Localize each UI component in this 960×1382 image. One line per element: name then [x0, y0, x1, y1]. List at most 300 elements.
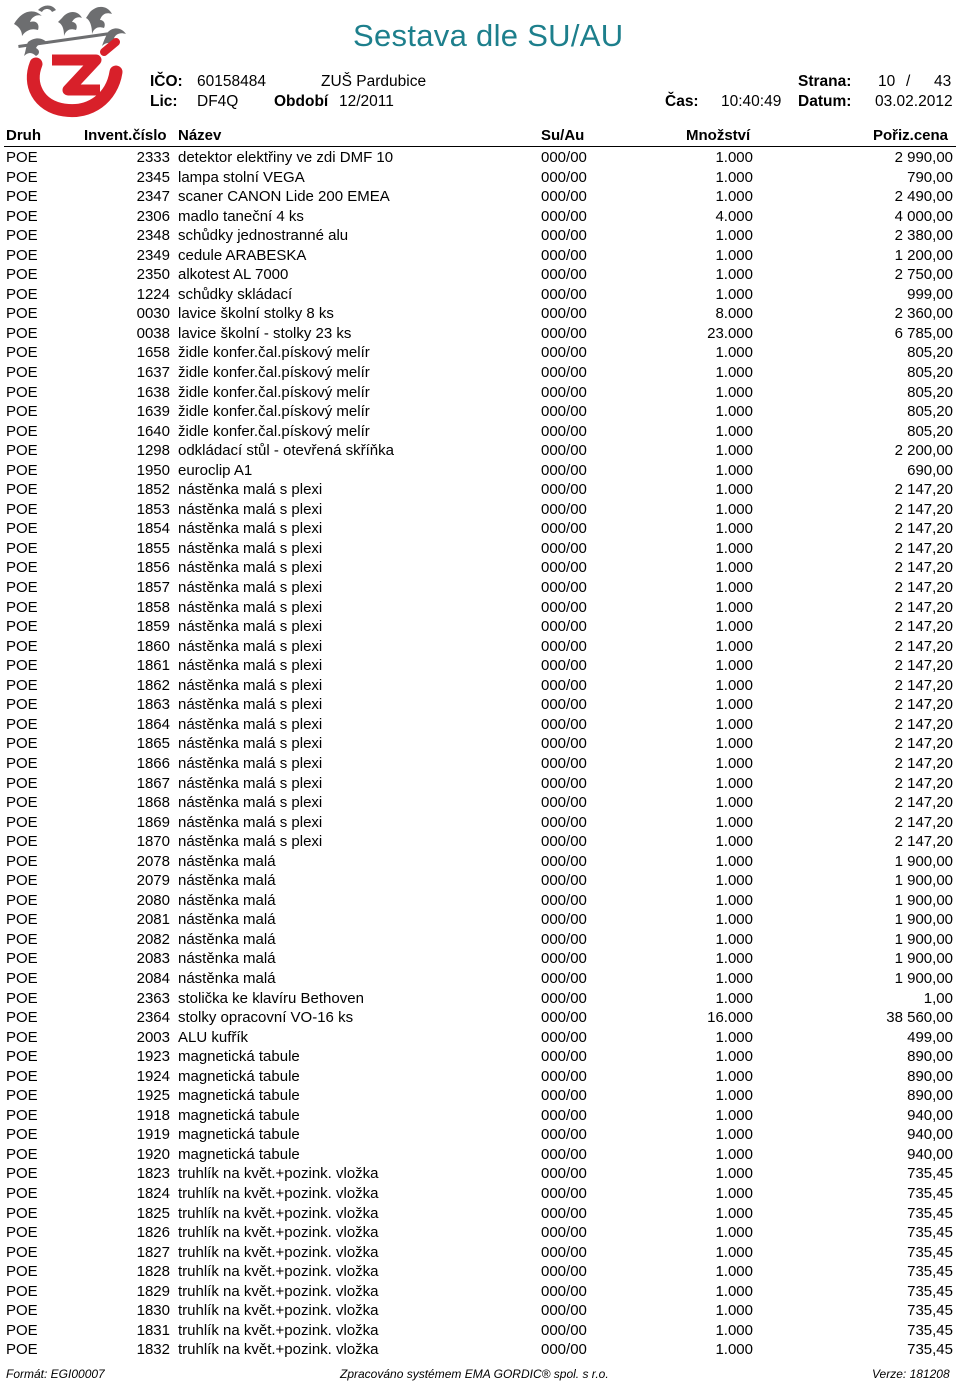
cell-nazev: nástěnka malá s plexi [178, 696, 323, 714]
cell-su-au: 000/00 [541, 364, 587, 382]
cell-mnozstvi: 1.000 [715, 637, 753, 655]
cell-nazev: truhlík na květ.+pozink. vložka [178, 1302, 379, 1320]
cell-mnozstvi: 1.000 [715, 676, 753, 694]
cell-druh: POE [6, 1145, 38, 1163]
cell-druh: POE [6, 1009, 38, 1027]
table-row [0, 793, 960, 813]
cell-cena: 735,45 [907, 1224, 953, 1242]
table-row [0, 656, 960, 676]
cell-su-au: 000/00 [541, 852, 587, 870]
cell-mnozstvi: 1.000 [715, 500, 753, 518]
cell-nazev: stolička ke klavíru Bethoven [178, 989, 364, 1007]
cell-cena: 2 750,00 [894, 266, 953, 284]
cell-druh: POE [6, 1087, 38, 1105]
cell-nazev: cedule ARABESKA [178, 246, 307, 264]
cell-nazev: židle konfer.čal.pískový melír [178, 422, 370, 440]
cell-druh: POE [6, 872, 38, 890]
cell-cena: 1 200,00 [894, 246, 953, 264]
cell-su-au: 000/00 [541, 481, 587, 499]
cell-druh: POE [6, 1321, 38, 1339]
cell-druh: POE [6, 637, 38, 655]
cell-mnozstvi: 1.000 [715, 950, 753, 968]
cell-su-au: 000/00 [541, 520, 587, 538]
cell-druh: POE [6, 422, 38, 440]
cell-invent: 1828 [136, 1263, 170, 1281]
cell-druh: POE [6, 676, 38, 694]
cell-cena: 1,00 [923, 989, 953, 1007]
table-row [0, 1262, 960, 1282]
table-row [0, 930, 960, 950]
cell-invent: 1863 [136, 696, 170, 714]
cell-su-au: 000/00 [541, 1243, 587, 1261]
cell-invent: 1827 [136, 1243, 170, 1261]
cell-druh: POE [6, 774, 38, 792]
cell-mnozstvi: 1.000 [715, 1321, 753, 1339]
cell-druh: POE [6, 1341, 38, 1359]
cell-mnozstvi: 1.000 [715, 266, 753, 284]
table-row [0, 519, 960, 539]
table-row [0, 754, 960, 774]
cell-su-au: 000/00 [541, 813, 587, 831]
cell-invent: 1640 [136, 422, 170, 440]
table-row [0, 1340, 960, 1360]
cell-mnozstvi: 1.000 [715, 285, 753, 303]
cell-nazev: truhlík na květ.+pozink. vložka [178, 1224, 379, 1242]
cell-su-au: 000/00 [541, 598, 587, 616]
cell-invent: 1918 [136, 1106, 170, 1124]
cell-invent: 1638 [136, 383, 170, 401]
cell-druh: POE [6, 324, 38, 342]
cell-invent: 1832 [136, 1341, 170, 1359]
cell-nazev: nástěnka malá s plexi [178, 637, 323, 655]
cell-su-au: 000/00 [541, 754, 587, 772]
cell-nazev: scaner CANON Lide 200 EMEA [178, 188, 390, 206]
table-row [0, 402, 960, 422]
cell-invent: 1854 [136, 520, 170, 538]
cell-cena: 805,20 [907, 344, 953, 362]
cell-nazev: nástěnka malá s plexi [178, 794, 323, 812]
cell-mnozstvi: 1.000 [715, 1126, 753, 1144]
cell-su-au: 000/00 [541, 676, 587, 694]
cell-invent: 2345 [136, 168, 170, 186]
cell-su-au: 000/00 [541, 1165, 587, 1183]
col-druh: Druh [6, 127, 41, 144]
table-row [0, 285, 960, 305]
cell-mnozstvi: 1.000 [715, 774, 753, 792]
cell-cena: 2 147,20 [894, 813, 953, 831]
cell-invent: 1825 [136, 1204, 170, 1222]
cell-druh: POE [6, 579, 38, 597]
cell-druh: POE [6, 481, 38, 499]
cell-invent: 1298 [136, 442, 170, 460]
cell-invent: 1826 [136, 1224, 170, 1242]
cell-invent: 1923 [136, 1048, 170, 1066]
cell-invent: 1868 [136, 794, 170, 812]
cell-invent: 2347 [136, 188, 170, 206]
cell-su-au: 000/00 [541, 1321, 587, 1339]
table-row [0, 578, 960, 598]
cell-invent: 1869 [136, 813, 170, 831]
cell-su-au: 000/00 [541, 383, 587, 401]
cell-cena: 2 147,20 [894, 696, 953, 714]
cell-su-au: 000/00 [541, 422, 587, 440]
cell-nazev: nástěnka malá s plexi [178, 618, 323, 636]
table-row [0, 226, 960, 246]
cell-cena: 735,45 [907, 1263, 953, 1281]
cell-cena: 2 147,20 [894, 539, 953, 557]
cell-mnozstvi: 1.000 [715, 1224, 753, 1242]
cell-invent: 1865 [136, 735, 170, 753]
cell-nazev: alkotest AL 7000 [178, 266, 289, 284]
cell-cena: 38 560,00 [886, 1009, 953, 1027]
cell-invent: 2078 [136, 852, 170, 870]
cell-nazev: nástěnka malá [178, 969, 276, 987]
cell-druh: POE [6, 246, 38, 264]
cell-mnozstvi: 1.000 [715, 930, 753, 948]
cell-cena: 1 900,00 [894, 891, 953, 909]
cell-mnozstvi: 1.000 [715, 246, 753, 264]
cell-su-au: 000/00 [541, 989, 587, 1007]
table-row [0, 1008, 960, 1028]
cell-nazev: ALU kufřík [178, 1028, 249, 1046]
table-row [0, 246, 960, 266]
table-row [0, 422, 960, 442]
cell-invent: 1950 [136, 461, 170, 479]
table-row [0, 1301, 960, 1321]
cell-su-au: 000/00 [541, 794, 587, 812]
table-row [0, 949, 960, 969]
cell-invent: 2306 [136, 207, 170, 225]
cell-su-au: 000/00 [541, 774, 587, 792]
cell-druh: POE [6, 305, 38, 323]
cell-nazev: nástěnka malá s plexi [178, 520, 323, 538]
cell-invent: 2081 [136, 911, 170, 929]
cell-druh: POE [6, 754, 38, 772]
cell-druh: POE [6, 813, 38, 831]
cell-mnozstvi: 1.000 [715, 989, 753, 1007]
cell-nazev: nástěnka malá s plexi [178, 735, 323, 753]
cell-druh: POE [6, 1126, 38, 1144]
cell-nazev: truhlík na květ.+pozink. vložka [178, 1184, 379, 1202]
cell-nazev: detektor elektřiny ve zdi DMF 10 [178, 149, 394, 166]
cell-nazev: truhlík na květ.+pozink. vložka [178, 1204, 379, 1222]
table-row [0, 1106, 960, 1126]
cell-su-au: 000/00 [541, 188, 587, 206]
table-row [0, 813, 960, 833]
cell-druh: POE [6, 559, 38, 577]
cell-nazev: nástěnka malá s plexi [178, 657, 323, 675]
cell-cena: 805,20 [907, 383, 953, 401]
table-row [0, 774, 960, 794]
cell-cena: 2 147,20 [894, 735, 953, 753]
cell-nazev: truhlík na květ.+pozink. vložka [178, 1165, 379, 1183]
cell-cena: 999,00 [907, 285, 953, 303]
table-row [0, 1184, 960, 1204]
cell-druh: POE [6, 344, 38, 362]
cell-druh: POE [6, 149, 38, 166]
cell-cena: 735,45 [907, 1302, 953, 1320]
cell-druh: POE [6, 833, 38, 851]
cell-su-au: 000/00 [541, 950, 587, 968]
cell-druh: POE [6, 383, 38, 401]
cell-druh: POE [6, 285, 38, 303]
cell-druh: POE [6, 1224, 38, 1242]
cell-druh: POE [6, 168, 38, 186]
cell-nazev: magnetická tabule [178, 1126, 300, 1144]
strana-separator: / [906, 73, 911, 90]
cell-cena: 940,00 [907, 1106, 953, 1124]
cell-druh: POE [6, 715, 38, 733]
cell-invent: 2349 [136, 246, 170, 264]
cell-invent: 1658 [136, 344, 170, 362]
cell-su-au: 000/00 [541, 1263, 587, 1281]
cell-su-au: 000/00 [541, 911, 587, 929]
cell-cena: 1 900,00 [894, 950, 953, 968]
cell-su-au: 000/00 [541, 461, 587, 479]
cell-nazev: stolky opracovní VO-16 ks [178, 1009, 354, 1027]
table-row [0, 441, 960, 461]
table-row [0, 1243, 960, 1263]
cell-cena: 1 900,00 [894, 969, 953, 987]
cell-nazev: schůdky skládací [178, 285, 293, 303]
cell-druh: POE [6, 1028, 38, 1046]
cell-su-au: 000/00 [541, 246, 587, 264]
cell-druh: POE [6, 207, 38, 225]
cell-invent: 1925 [136, 1087, 170, 1105]
cell-mnozstvi: 1.000 [715, 442, 753, 460]
table-row [0, 1125, 960, 1145]
cell-cena: 2 147,20 [894, 754, 953, 772]
cell-cena: 735,45 [907, 1184, 953, 1202]
col-mnozstvi: Množství [686, 127, 751, 144]
cell-invent: 1924 [136, 1067, 170, 1085]
cell-su-au: 000/00 [541, 1145, 587, 1163]
cell-invent: 1857 [136, 579, 170, 597]
cell-cena: 805,20 [907, 403, 953, 421]
asset-table [0, 148, 960, 1360]
cell-nazev: nástěnka malá s plexi [178, 774, 323, 792]
cell-druh: POE [6, 891, 38, 909]
lic-value: DF4Q [197, 93, 239, 110]
cell-invent: 1870 [136, 833, 170, 851]
table-row [0, 969, 960, 989]
col-su-au: Su/Au [541, 127, 585, 144]
cas-label: Čas: [665, 93, 699, 110]
cell-mnozstvi: 1.000 [715, 579, 753, 597]
cell-su-au: 000/00 [541, 539, 587, 557]
table-row [0, 480, 960, 500]
cell-su-au: 000/00 [541, 1224, 587, 1242]
cell-mnozstvi: 1.000 [715, 1087, 753, 1105]
cell-nazev: nástěnka malá [178, 852, 276, 870]
table-row [0, 1145, 960, 1165]
cell-mnozstvi: 1.000 [715, 481, 753, 499]
cell-invent: 2079 [136, 872, 170, 890]
cell-cena: 805,20 [907, 364, 953, 382]
cell-su-au: 000/00 [541, 1184, 587, 1202]
cell-cena: 2 147,20 [894, 500, 953, 518]
cell-mnozstvi: 1.000 [715, 364, 753, 382]
cell-druh: POE [6, 598, 38, 616]
cell-invent: 1862 [136, 676, 170, 694]
cell-mnozstvi: 1.000 [715, 1282, 753, 1300]
cell-invent: 1860 [136, 637, 170, 655]
cell-druh: POE [6, 794, 38, 812]
table-row [0, 1164, 960, 1184]
cell-cena: 735,45 [907, 1282, 953, 1300]
table-row [0, 500, 960, 520]
cell-invent: 1919 [136, 1126, 170, 1144]
cell-mnozstvi: 1.000 [715, 1067, 753, 1085]
cell-cena: 2 490,00 [894, 188, 953, 206]
strana-label: Strana: [798, 73, 852, 90]
cell-invent: 2350 [136, 266, 170, 284]
cell-mnozstvi: 1.000 [715, 383, 753, 401]
cell-su-au: 000/00 [541, 1067, 587, 1085]
table-row [0, 1086, 960, 1106]
cell-invent: 1861 [136, 657, 170, 675]
cell-nazev: nástěnka malá [178, 891, 276, 909]
cell-cena: 2 147,20 [894, 794, 953, 812]
cell-invent: 1866 [136, 754, 170, 772]
table-row [0, 1047, 960, 1067]
strana-value: 10 [878, 73, 896, 90]
cell-mnozstvi: 1.000 [715, 754, 753, 772]
cell-su-au: 000/00 [541, 1126, 587, 1144]
cas-value: 10:40:49 [721, 93, 782, 110]
cell-mnozstvi: 1.000 [715, 1145, 753, 1163]
cell-druh: POE [6, 266, 38, 284]
cell-druh: POE [6, 500, 38, 518]
cell-nazev: židle konfer.čal.pískový melír [178, 344, 370, 362]
cell-cena: 940,00 [907, 1126, 953, 1144]
cell-nazev: magnetická tabule [178, 1106, 300, 1124]
cell-invent: 1859 [136, 618, 170, 636]
table-row [0, 734, 960, 754]
cell-druh: POE [6, 989, 38, 1007]
cell-cena: 790,00 [907, 168, 953, 186]
cell-druh: POE [6, 520, 38, 538]
cell-su-au: 000/00 [541, 696, 587, 714]
cell-invent: 2083 [136, 950, 170, 968]
table-row [0, 695, 960, 715]
ico-label: IČO: [150, 73, 183, 90]
cell-invent: 2333 [136, 149, 170, 166]
cell-nazev: magnetická tabule [178, 1067, 300, 1085]
cell-cena: 1 900,00 [894, 852, 953, 870]
cell-nazev: nástěnka malá s plexi [178, 754, 323, 772]
cell-invent: 1867 [136, 774, 170, 792]
cell-nazev: nástěnka malá s plexi [178, 559, 323, 577]
cell-druh: POE [6, 911, 38, 929]
table-row [0, 324, 960, 344]
cell-su-au: 000/00 [541, 442, 587, 460]
cell-mnozstvi: 1.000 [715, 852, 753, 870]
cell-nazev: nástěnka malá s plexi [178, 715, 323, 733]
obdobi-value: 12/2011 [339, 93, 394, 110]
cell-cena: 2 147,20 [894, 559, 953, 577]
cell-mnozstvi: 1.000 [715, 872, 753, 890]
cell-mnozstvi: 1.000 [715, 696, 753, 714]
cell-invent: 1639 [136, 403, 170, 421]
table-row [0, 383, 960, 403]
cell-nazev: nástěnka malá s plexi [178, 481, 323, 499]
cell-mnozstvi: 1.000 [715, 1165, 753, 1183]
cell-druh: POE [6, 618, 38, 636]
table-row [0, 1223, 960, 1243]
cell-cena: 2 200,00 [894, 442, 953, 460]
cell-invent: 1853 [136, 500, 170, 518]
cell-mnozstvi: 1.000 [715, 598, 753, 616]
cell-invent: 1855 [136, 539, 170, 557]
col-nazev: Název [178, 127, 222, 144]
cell-invent: 2003 [136, 1028, 170, 1046]
cell-nazev: nástěnka malá s plexi [178, 539, 323, 557]
cell-invent: 2082 [136, 930, 170, 948]
col-porizovaci-cena: Pořiz.cena [873, 127, 949, 144]
cell-druh: POE [6, 539, 38, 557]
cell-su-au: 000/00 [541, 833, 587, 851]
cell-mnozstvi: 1.000 [715, 1184, 753, 1202]
cell-druh: POE [6, 1106, 38, 1124]
cell-nazev: magnetická tabule [178, 1087, 300, 1105]
cell-su-au: 000/00 [541, 1009, 587, 1027]
cell-mnozstvi: 1.000 [715, 1302, 753, 1320]
table-row [0, 1282, 960, 1302]
cell-mnozstvi: 1.000 [715, 1106, 753, 1124]
cell-invent: 1856 [136, 559, 170, 577]
cell-cena: 805,20 [907, 422, 953, 440]
cell-nazev: schůdky jednostranné alu [178, 227, 349, 245]
report-title: Sestava dle SU/AU [353, 18, 624, 53]
cell-su-au: 000/00 [541, 500, 587, 518]
table-row [0, 715, 960, 735]
cell-su-au: 000/00 [541, 969, 587, 987]
cell-nazev: magnetická tabule [178, 1145, 300, 1163]
cell-druh: POE [6, 735, 38, 753]
cell-invent: 1864 [136, 715, 170, 733]
cell-druh: POE [6, 403, 38, 421]
cell-su-au: 000/00 [541, 1048, 587, 1066]
cell-cena: 2 147,20 [894, 715, 953, 733]
cell-cena: 2 147,20 [894, 774, 953, 792]
cell-mnozstvi: 1.000 [715, 657, 753, 675]
cell-invent: 0038 [136, 324, 170, 342]
table-row [0, 910, 960, 930]
cell-invent: 2080 [136, 891, 170, 909]
obdobi-label: Období [274, 93, 329, 110]
cell-cena: 1 900,00 [894, 872, 953, 890]
datum-value: 03.02.2012 [875, 93, 953, 110]
table-row [0, 1067, 960, 1087]
cell-su-au: 000/00 [541, 344, 587, 362]
cell-mnozstvi: 1.000 [715, 735, 753, 753]
cell-nazev: nástěnka malá [178, 872, 276, 890]
cell-mnozstvi: 1.000 [715, 1341, 753, 1359]
cell-nazev: euroclip A1 [178, 461, 253, 479]
cell-cena: 735,45 [907, 1341, 953, 1359]
cell-druh: POE [6, 1243, 38, 1261]
cell-nazev: židle konfer.čal.pískový melír [178, 383, 370, 401]
cell-su-au: 000/00 [541, 227, 587, 245]
table-row [0, 539, 960, 559]
cell-druh: POE [6, 852, 38, 870]
cell-cena: 890,00 [907, 1087, 953, 1105]
table-row [0, 1321, 960, 1341]
cell-cena: 2 147,20 [894, 579, 953, 597]
cell-mnozstvi: 1.000 [715, 149, 753, 166]
cell-invent: 1224 [136, 285, 170, 303]
